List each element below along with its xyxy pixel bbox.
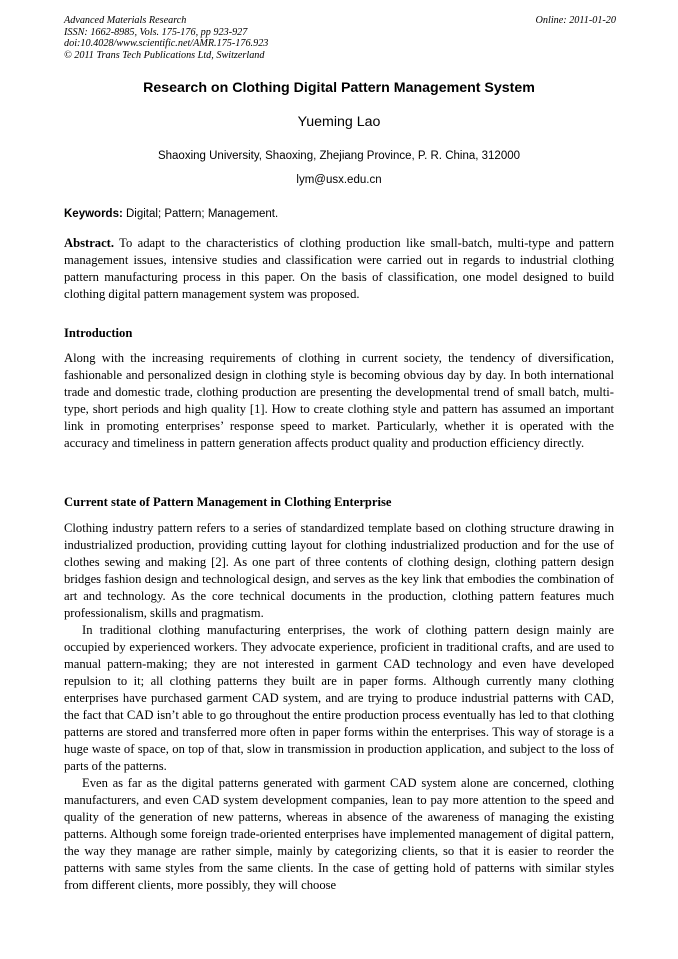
journal-header xyxy=(64,15,616,61)
paragraph: Clothing industry pattern refers to a series of standardized template based on clothing structure drawing in industrialized production, providing cutting layout for clothing industrialized production and for the use of clothes sewing and making [2]. As one part of three contents of clothing design, clothing pattern design bridges fashion design and technological design, and serves as the key link that embodies the combination of art and technology. As the core technical documents in the production, clothing pattern features much professionalism, skills and pragmatism. xyxy=(64,521,614,620)
doi-line: doi:10.4028/www.scientific.net/AMR.175-176.923 xyxy=(64,38,269,49)
abstract xyxy=(64,235,614,303)
paragraph: In traditional clothing manufacturing enterprises, the work of clothing pattern design mainly are occupied by experienced workers. They advocate experience, proficient in traditional crafts, and are used to manual pattern-making; they are not interested in garment CAD technology and even have developed repulsion to it; all clothing patterns they built are in paper forms. Although currently many clothing enterprises have purchased garment CAD system, and are trying to produce industrial patterns with CAD, the fact that CAD isn’t able to go throughout the entire production process eventually has led to that clothing patterns are stored and transferred more often in paper forms within the enterprises. This way of storage is a huge waste of space, on top of that, slow in transmission in production application, and subject to the loss of parts of the patterns. xyxy=(64,623,614,773)
journal-name: Advanced Materials Research xyxy=(64,15,187,26)
abstract-label: Abstract. xyxy=(64,236,115,250)
author-email[interactable]: lym@usx.edu.cn xyxy=(296,174,382,186)
paper-title: Research on Clothing Digital Pattern Management System xyxy=(143,80,535,96)
online-date: Online: 2011-01-20 xyxy=(535,15,616,26)
section-heading-introduction: Introduction xyxy=(64,326,133,340)
copyright-line: © 2011 Trans Tech Publications Ltd, Switzerland xyxy=(64,49,265,61)
paragraph: Along with the increasing requirements of clothing in current society, the tendency of diversification, fashionable and personalized design in clothing style is becoming obvious day by day. In both international trade and domestic trade, clothing production are presenting the developmental trend of small batch, multi-type, short periods and high quality [1]. How to create clothing style and pattern has assumed an important link in promoting enterprises’ response speed to market. Particularly, whether it is operated with the accuracy and timeliness in pattern generation affects product quality and production efficiency directly. xyxy=(64,351,614,450)
paragraph: Even as far as the digital patterns generated with garment CAD system alone are concerned, clothing manufacturers, and even CAD system development companies, lean to pay more attention to the speed and quality of the generation of new patterns, whereas in absence of the awareness of managing the existing patterns. Although some foreign trade-oriented enterprises have implemented management of digital pattern, the way they manage are rather simple, mainly by categorizing clients, so that it is easier to reorder the patterns with same styles from the same clients. In the case of getting hold of patterns with similar styles from different clients, more possibly, they will choose xyxy=(64,776,614,892)
section-current-state xyxy=(64,520,614,894)
section-heading-current-state: Current state of Pattern Management in Clothing Enterprise xyxy=(64,495,392,509)
abstract-text: To adapt to the characteristics of clothing production like small-batch, multi-type and pattern management issues, intensive studies and classification were carried out in regards to industrial clothing pattern manufacturing process in this paper. On the basis of classification, one model designed to build clothing digital pattern management system was proposed. xyxy=(64,236,615,301)
keywords-line xyxy=(64,208,278,220)
author-name: Yueming Lao xyxy=(297,114,381,130)
section-introduction xyxy=(64,350,614,452)
issn-line: ISSN: 1662-8985, Vols. 175-176, pp 923-927 xyxy=(64,26,248,38)
keywords-text: Digital; Pattern; Management. xyxy=(126,208,279,220)
keywords-label: Keywords: xyxy=(64,208,123,220)
affiliation: Shaoxing University, Shaoxing, Zhejiang Province, P. R. China, 312000 xyxy=(157,150,521,162)
